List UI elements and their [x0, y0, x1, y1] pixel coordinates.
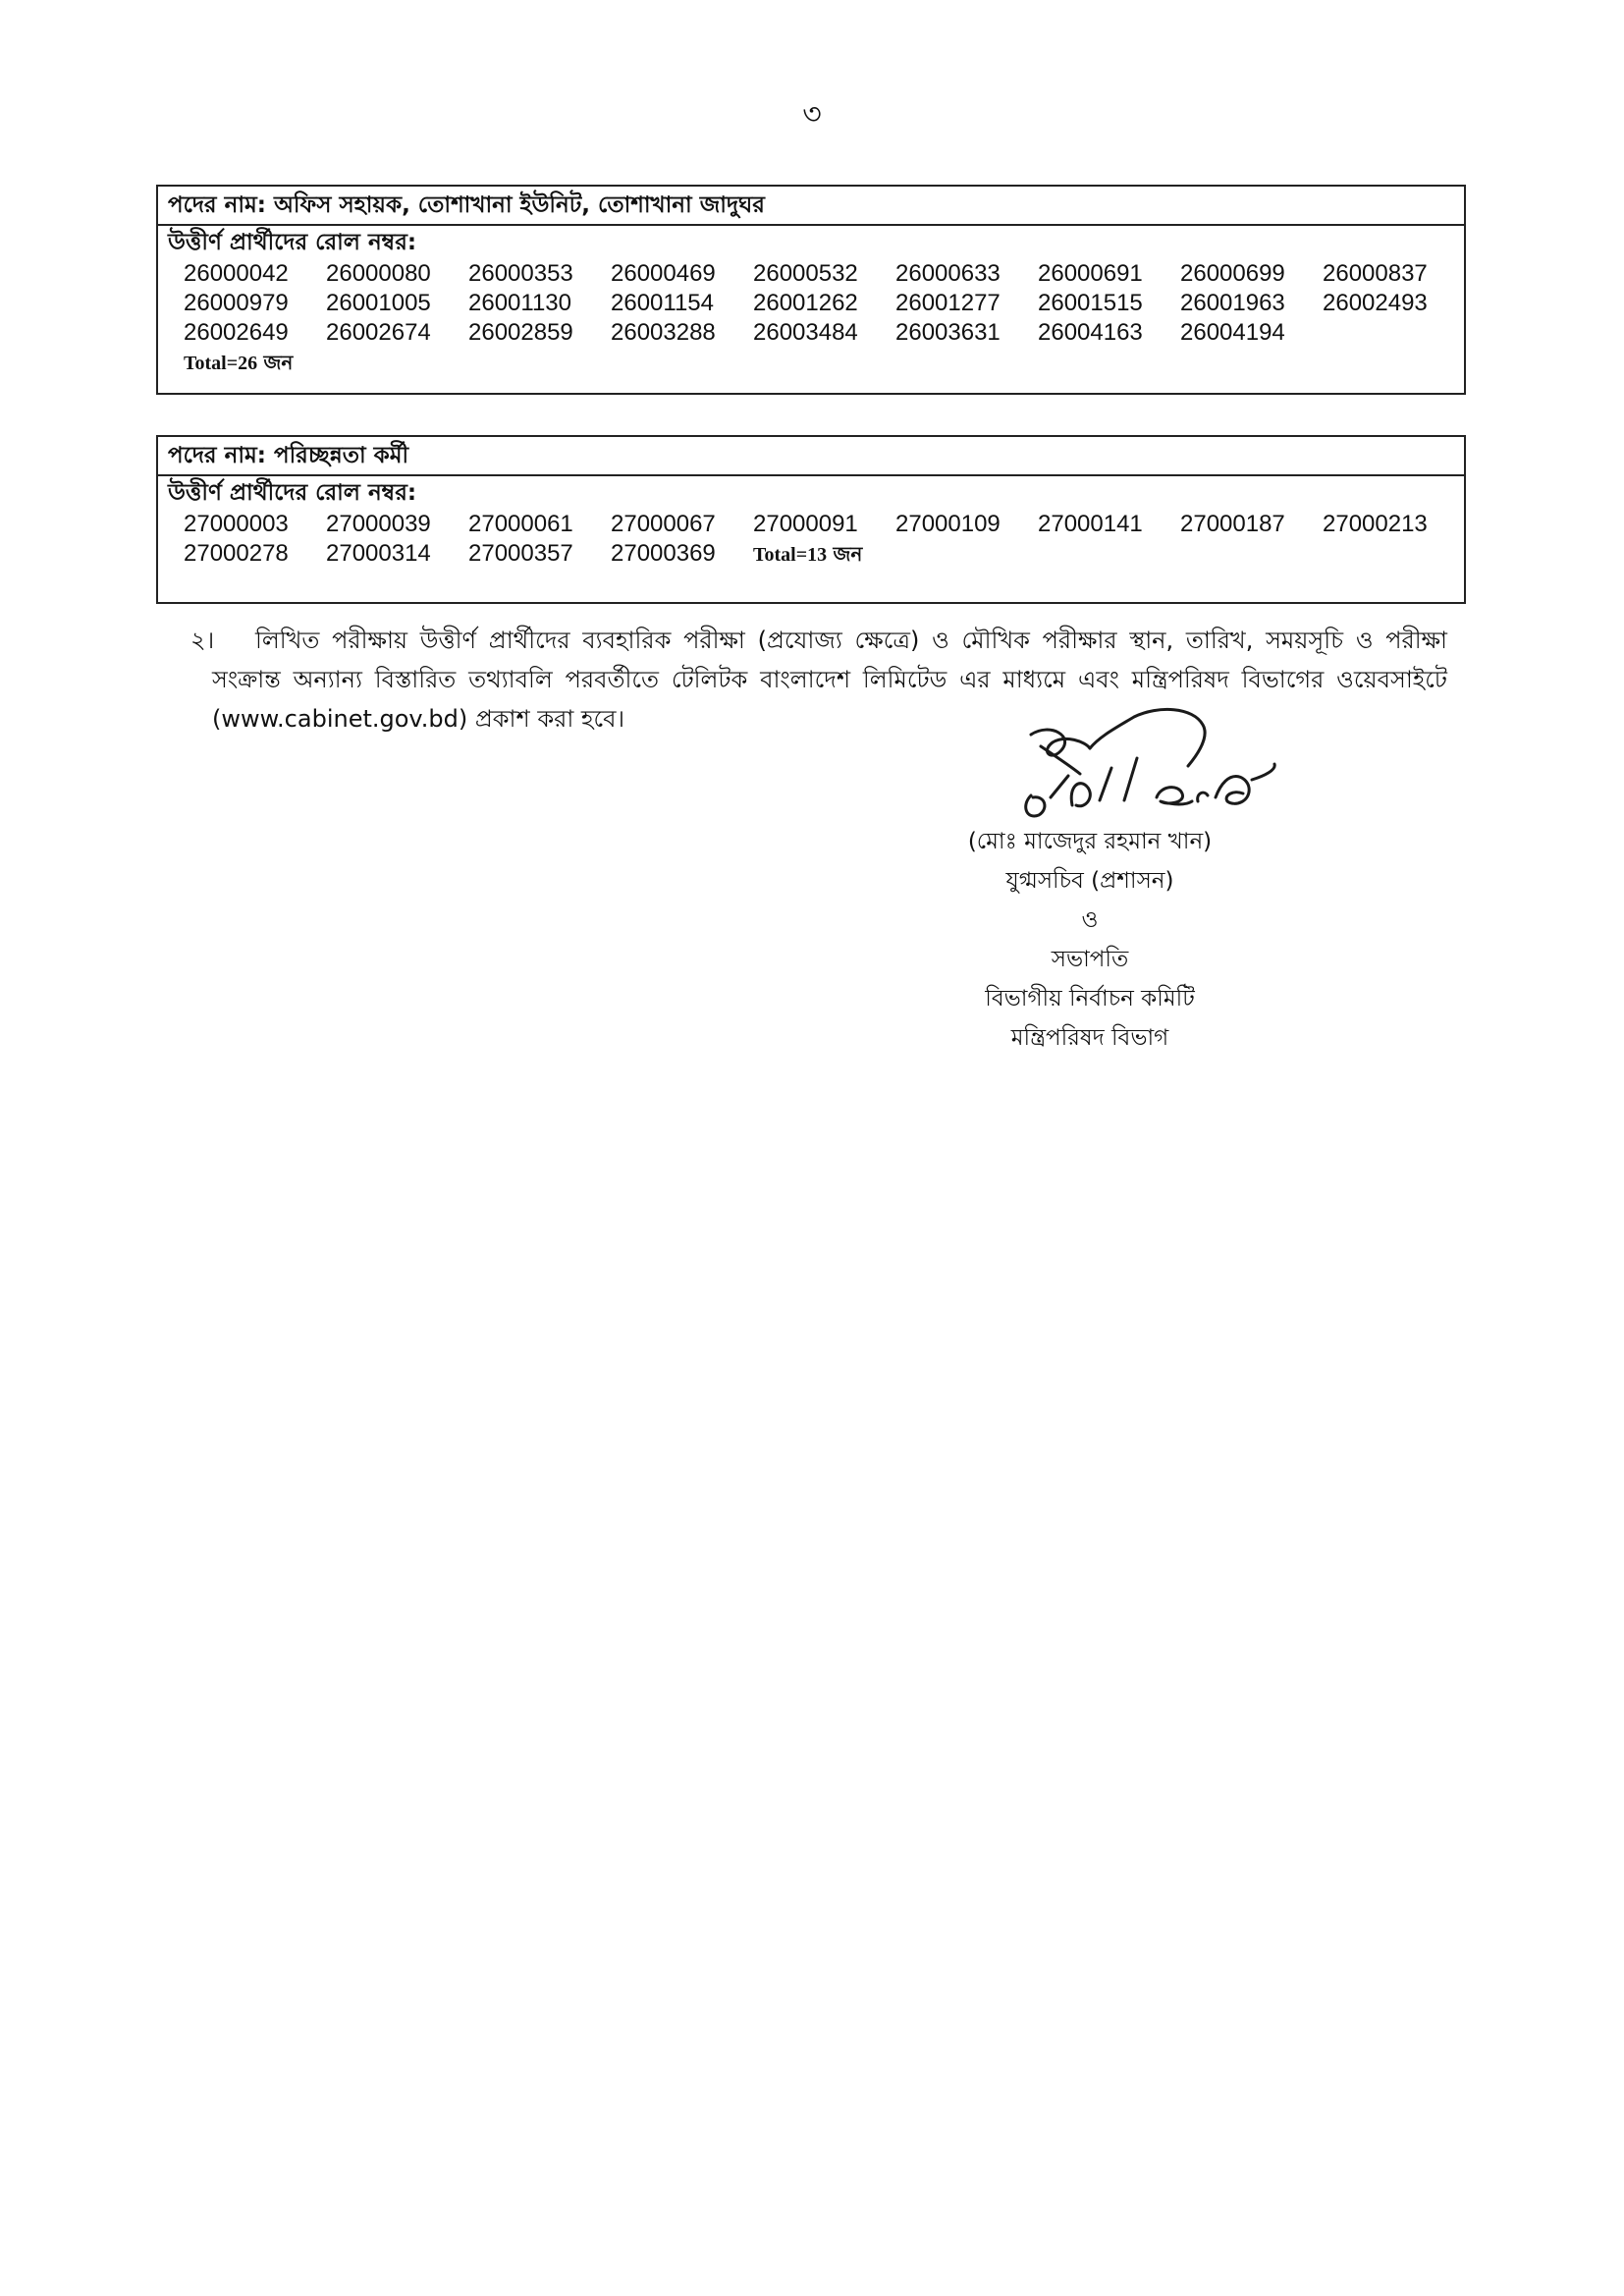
total-label: Total=26 [184, 353, 258, 374]
roll-number: 27000141 [1038, 511, 1143, 537]
signatory-conjunction: ও [1081, 907, 1099, 933]
total-count [753, 539, 895, 570]
signatory-committee: বিভাগীয় নির্বাচন কমিটি [985, 986, 1195, 1011]
signatory-name: (মোঃ মাজেদুর রহমান খান) [967, 829, 1213, 854]
roll-number: 27000003 [184, 511, 289, 537]
roll-number-grid [158, 510, 1464, 570]
roll-number: 26001963 [1180, 290, 1285, 316]
roll-number: 26003631 [895, 319, 1001, 346]
roll-number: 26000691 [1038, 260, 1143, 287]
roll-number: 27000314 [326, 540, 431, 567]
roll-number: 26000633 [895, 260, 1001, 287]
handwritten-signature [903, 707, 1276, 840]
signatory-designation: যুগ্মসচিব (প্রশাসন) [1005, 868, 1174, 894]
roll-number: 26001277 [895, 290, 1001, 316]
roll-number: 27000369 [611, 540, 716, 567]
roll-number: 27000061 [468, 511, 573, 537]
roll-number: 26001154 [611, 290, 714, 316]
roll-number: 27000187 [1180, 511, 1285, 537]
roll-number: 26000042 [184, 260, 289, 287]
roll-number: 27000109 [895, 511, 1001, 537]
roll-number: 26000353 [468, 260, 573, 287]
roll-number: 26001130 [468, 290, 571, 316]
roll-number: 26000837 [1323, 260, 1428, 287]
roll-number: 27000213 [1323, 511, 1428, 537]
post-title: পদের নাম: অফিস সহায়ক, তোশাখানা ইউনিট, তোশাখানা জাদুঘর [158, 187, 1464, 226]
roll-number: 27000039 [326, 511, 431, 537]
signatory-division: মন্ত্রিপরিষদ বিভাগ [1010, 1025, 1169, 1051]
roll-number: 26000699 [1180, 260, 1285, 287]
post-title: পদের নাম: পরিচ্ছন্নতা কর্মী [158, 437, 1464, 476]
total-unit: জন [263, 351, 294, 374]
roll-number: 27000357 [468, 540, 573, 567]
total-count [158, 348, 1464, 378]
roll-number: 26004163 [1038, 319, 1143, 346]
paragraph-text: লিখিত পরীক্ষায় উত্তীর্ণ প্রার্থীদের ব্যবহারিক পরীক্ষা (প্রযোজ্য ক্ষেত্রে) ও মৌখিক পরীক্ষার স্থান, তারিখ, সময়সূচি ও পরীক্ষা সংক্রান্ত অন্যান্য বিস্তারিত তথ্যাবলি পরবর্তীতে টেলিটক বাংলাদেশ লিমিটেড এর মাধ্যমে এবং মন্ত্রিপরিষদ বিভাগের ওয়েবসাইটে (www.cabinet.gov.bd) প্রকাশ করা হবে। [212, 627, 1447, 733]
roll-number: 27000067 [611, 511, 716, 537]
roll-number: 26001515 [1038, 290, 1143, 316]
roll-number: 26002674 [326, 319, 431, 346]
paragraph-number: ২। [190, 627, 215, 654]
total-label: Total=13 [753, 544, 828, 566]
roll-number: 27000278 [184, 540, 289, 567]
page-number: ৩ [802, 97, 822, 132]
roll-number: 26004194 [1180, 319, 1285, 346]
signatory-role: সভাপতি [1051, 947, 1129, 972]
roll-number: 26003288 [611, 319, 716, 346]
roll-number: 26001262 [753, 290, 858, 316]
roll-number: 27000091 [753, 511, 858, 537]
roll-number: 26001005 [326, 290, 431, 316]
post-section-cleaner [156, 435, 1466, 604]
roll-heading: উত্তীর্ণ প্রার্থীদের রোল নম্বর: [168, 230, 417, 255]
roll-number: 26003484 [753, 319, 858, 346]
roll-number: 26000532 [753, 260, 858, 287]
roll-heading: উত্তীর্ণ প্রার্থীদের রোল নম্বর: [168, 480, 417, 506]
roll-number: 26002649 [184, 319, 289, 346]
roll-number-grid [158, 259, 1464, 348]
total-unit: জন [833, 542, 863, 566]
roll-number: 26000469 [611, 260, 716, 287]
post-section-office-assistant [156, 185, 1466, 395]
roll-number: 26002859 [468, 319, 573, 346]
roll-number: 26000080 [326, 260, 431, 287]
roll-number: 26000979 [184, 290, 289, 316]
roll-number: 26002493 [1323, 290, 1428, 316]
